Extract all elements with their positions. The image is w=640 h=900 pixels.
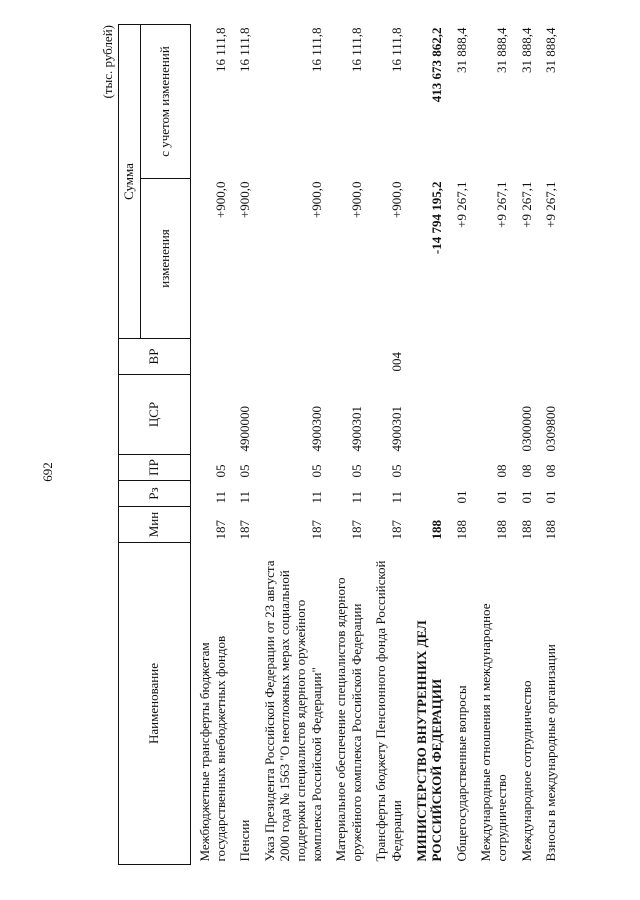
unit-label: (тыс. рублей) [100,25,115,99]
row-vr: 004 [388,352,404,372]
row-pr: 05 [348,464,364,478]
row-csr: 4900300 [308,406,324,452]
table-row [408,25,448,865]
row-change: +900,0 [348,181,364,219]
row-change: -14 794 195,2 [429,181,445,255]
row-name: Трансферты бюджету Пенсионного фонда Российской Федерации [373,560,404,862]
row-change: +900,0 [388,181,404,219]
header-name: Наименование [119,543,191,865]
row-pr: 05 [308,464,324,478]
table-row [472,25,512,865]
row-total: 16 111,8 [237,27,253,73]
row-pr: 05 [237,464,253,478]
row-csr [191,375,232,455]
header-with-change: с учетом изменений [141,25,191,179]
row-change: +9 267,1 [453,181,469,228]
row-total: 31 888,4 [453,27,469,73]
row-min: 188 [543,520,559,540]
table-row [191,25,232,865]
row-name: Международное сотрудничество [518,680,534,862]
header-pr: ПР [119,455,191,481]
row-pr: 08 [493,464,509,478]
row-pr [408,455,448,481]
header-change: изменения [141,179,191,339]
table-body [191,25,562,865]
row-rz: 11 [237,490,253,504]
page-number: 692 [40,462,55,482]
row-min: 187 [348,520,364,540]
row-total: 16 111,8 [348,27,364,73]
row-min: 187 [308,520,324,540]
row-csr: 0300000 [518,406,534,452]
row-total: 16 111,8 [212,27,228,73]
row-total: 16 111,8 [388,27,404,73]
row-name: Межбюджетные трансферты бюджетам государственных внебюджетных фондов [197,635,228,862]
row-name: МИНИСТЕРСТВО ВНУТРЕННИХ ДЕЛ РОССИЙСКОЙ ФЕДЕРАЦИИ [413,620,445,862]
row-change: +9 267,1 [543,181,559,228]
row-vr [191,339,232,375]
row-change: +900,0 [237,181,253,219]
row-vr [327,339,367,375]
budget-table-page [100,25,620,865]
row-vr [513,339,538,375]
table-row [231,25,256,865]
row-rz: 11 [308,490,324,504]
table-header [119,25,191,865]
row-csr [448,375,473,455]
row-rz [408,481,448,507]
row-min: 188 [453,520,469,540]
row-total: 31 888,4 [493,27,509,73]
row-pr: 08 [518,464,534,478]
row-csr [472,375,512,455]
row-name: Взносы в международные организации [543,644,559,862]
table-row [513,25,538,865]
row-min: 188 [518,520,534,540]
row-min: 187 [388,520,404,540]
row-rz: 01 [453,490,469,504]
row-csr: 4900301 [388,406,404,452]
row-vr [448,339,473,375]
row-min: 187 [237,520,253,540]
row-pr: 05 [212,464,228,478]
row-rz: 01 [518,490,534,504]
table-row [367,25,407,865]
row-min: 188 [493,520,509,540]
row-change: +9 267,1 [518,181,534,228]
row-rz: 11 [212,490,228,504]
row-csr: 0309800 [543,406,559,452]
row-total: 16 111,8 [308,27,324,73]
row-change: +900,0 [308,181,324,219]
header-min: Мин [119,507,191,543]
row-vr [256,339,327,375]
row-vr [408,339,448,375]
table-row [327,25,367,865]
row-rz: 11 [348,490,364,504]
row-vr [231,339,256,375]
header-vr: ВР [119,339,191,375]
row-total: 31 888,4 [518,27,534,73]
header-rz: Рз [119,481,191,507]
row-change: +9 267,1 [493,181,509,228]
budget-table [118,24,562,865]
row-vr [537,339,562,375]
row-change: +900,0 [212,181,228,219]
row-name: Пенсии [237,819,253,862]
row-pr: 05 [388,464,404,478]
row-rz: 01 [543,490,559,504]
row-csr [408,375,448,455]
row-name: Материальное обеспечение специалистов ядерного оружейного комплекса Российской Федерации [333,577,364,862]
table-row [448,25,473,865]
header-csr: ЦСР [119,375,191,455]
row-pr [448,455,473,481]
row-csr: 4900301 [348,406,364,452]
row-total: 413 673 862,2 [429,27,445,103]
row-name: Международные отношения и международное сотрудничество [478,603,509,862]
row-rz: 01 [493,490,509,504]
row-name: Указ Президента Российской Федерации от 23 августа 2000 года № 1563 "О неотложных мерах социальной поддержки специалистов ядерного оружейного комплекса Российской Федерации" [261,560,324,862]
row-csr: 4900000 [237,406,253,452]
row-min: 188 [429,520,445,540]
table-row [537,25,562,865]
row-min: 187 [212,520,228,540]
row-name: Общегосударственные вопросы [453,685,469,862]
row-rz: 11 [388,490,404,504]
row-pr: 08 [543,464,559,478]
row-vr [472,339,512,375]
table-row [256,25,327,865]
row-total: 31 888,4 [543,27,559,73]
header-sum: Сумма [119,25,141,339]
